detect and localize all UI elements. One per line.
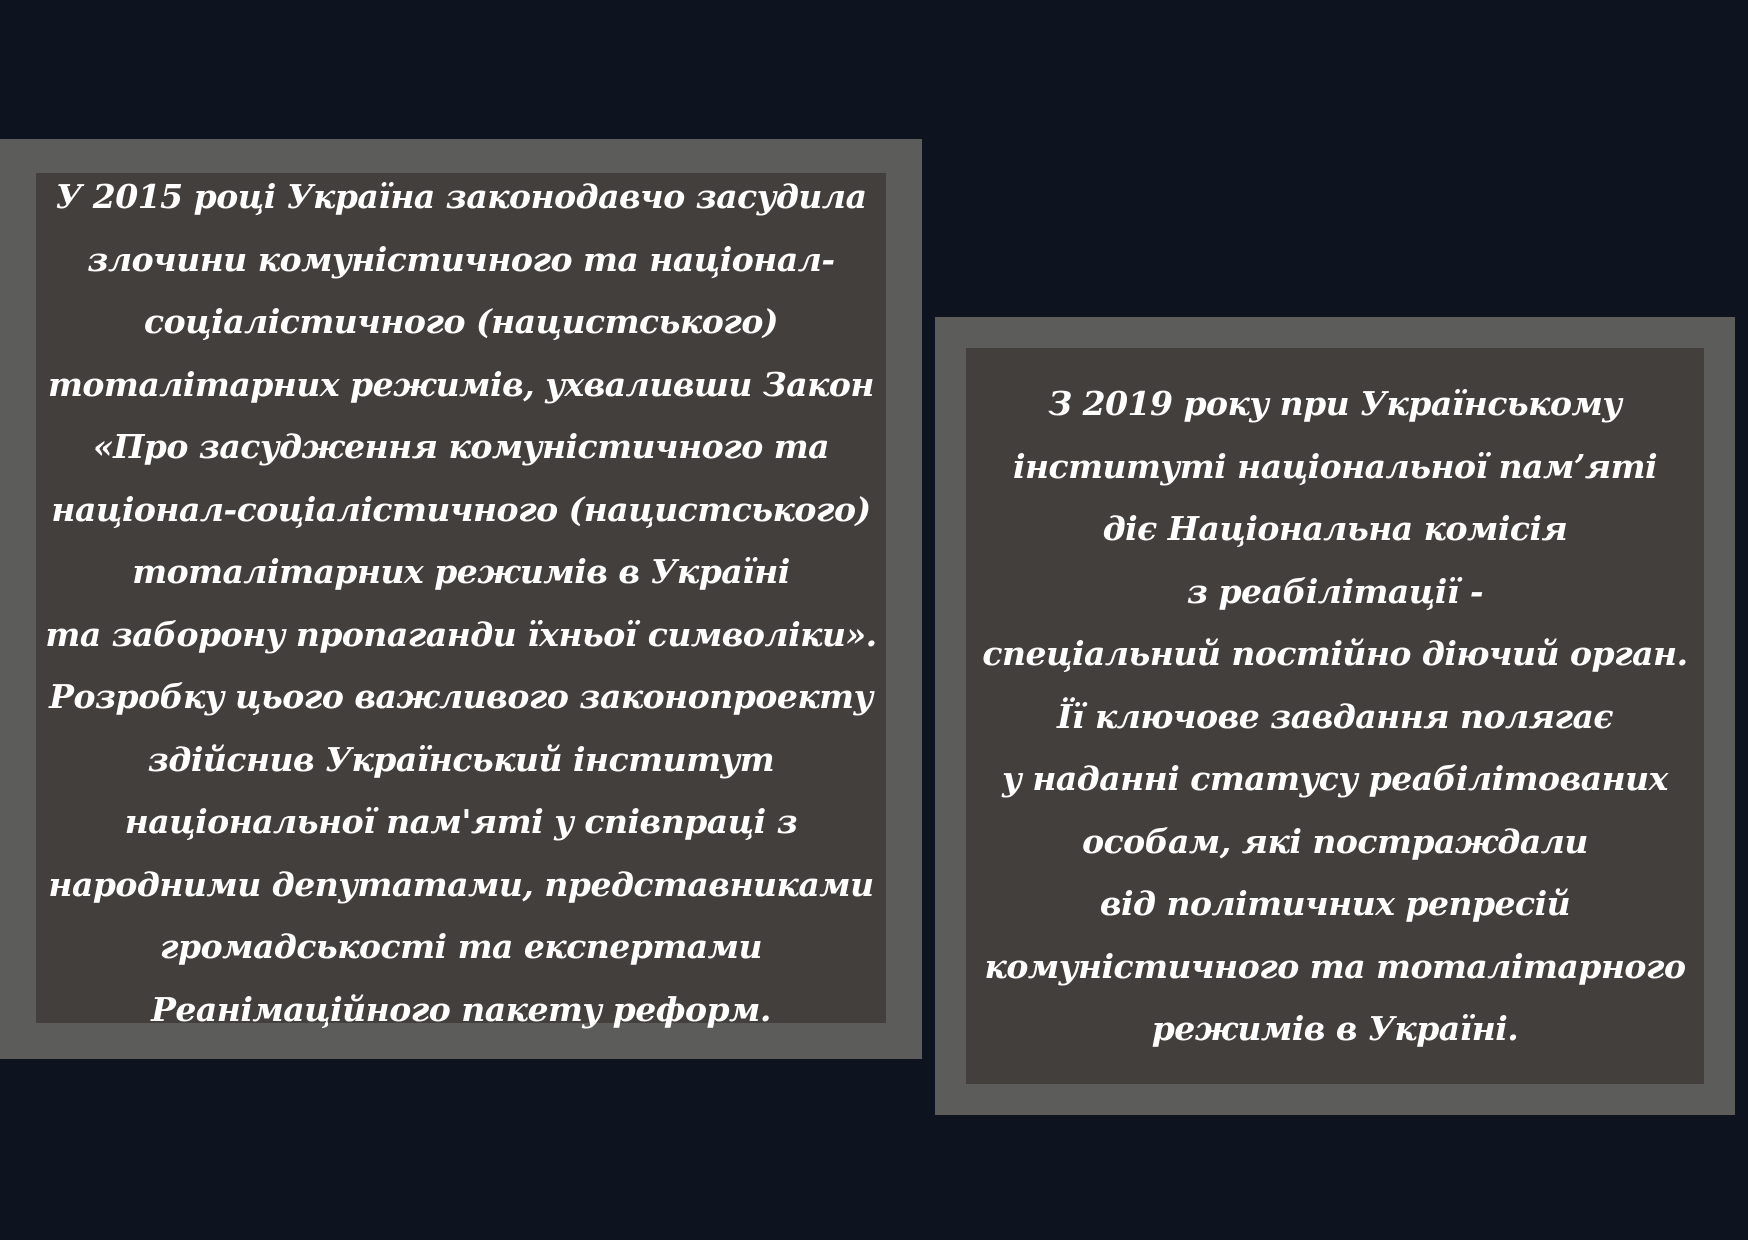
right-text-line: Її ключове завдання полягає bbox=[1056, 696, 1614, 736]
left-text-line: та заборону пропаганди їхньої символіки». bbox=[45, 614, 877, 654]
left-panel-text bbox=[36, 166, 886, 1041]
right-text-line: комуністичного та тоталітарного bbox=[984, 946, 1686, 986]
right-text-line: з реабілітації - bbox=[1186, 571, 1484, 611]
right-panel-text bbox=[966, 373, 1704, 1061]
left-text-line: Реанімаційного пакету реформ. bbox=[151, 989, 771, 1029]
left-text-line: У 2015 році Україна законодавчо засудила bbox=[55, 177, 867, 216]
right-text-line: у наданні статусу реабілітованих bbox=[1002, 759, 1668, 798]
left-text-line: тоталітарних режимів в Україні bbox=[132, 552, 790, 591]
left-text-line: Розробку цього важливого законопроекту bbox=[49, 677, 873, 716]
right-text-line: особам, які постраждали bbox=[1082, 821, 1588, 861]
left-text-line: злочини комуністичного та націонал- bbox=[87, 239, 835, 279]
left-text-line: тоталітарних режимів, ухваливши Закон bbox=[48, 364, 874, 404]
right-text-line: спеціальний постійно діючий орган. bbox=[982, 634, 1688, 673]
left-text-line: «Про засудження комуністичного та bbox=[92, 427, 830, 466]
left-text-line: здійснив Український інститут bbox=[147, 739, 775, 779]
left-text-line: народними депутатами, представниками bbox=[48, 864, 874, 904]
right-text-line: інституті національної пам’яті bbox=[1012, 446, 1658, 486]
right-text-line: діє Національна комісія bbox=[1102, 509, 1568, 548]
left-text-line: соціалістичного (нацистського) bbox=[144, 302, 778, 341]
right-text-line: режимів в Україні. bbox=[1151, 1009, 1519, 1048]
left-text-line: національної пам'яті у співпраці з bbox=[124, 802, 798, 841]
left-text-line: націонал-соціалістичного (нацистського) bbox=[51, 489, 871, 529]
right-text-line: від політичних репресій bbox=[1099, 884, 1571, 923]
right-text-line: З 2019 року при Українському bbox=[1048, 384, 1622, 423]
left-text-line: громадськості та експертами bbox=[159, 927, 763, 966]
